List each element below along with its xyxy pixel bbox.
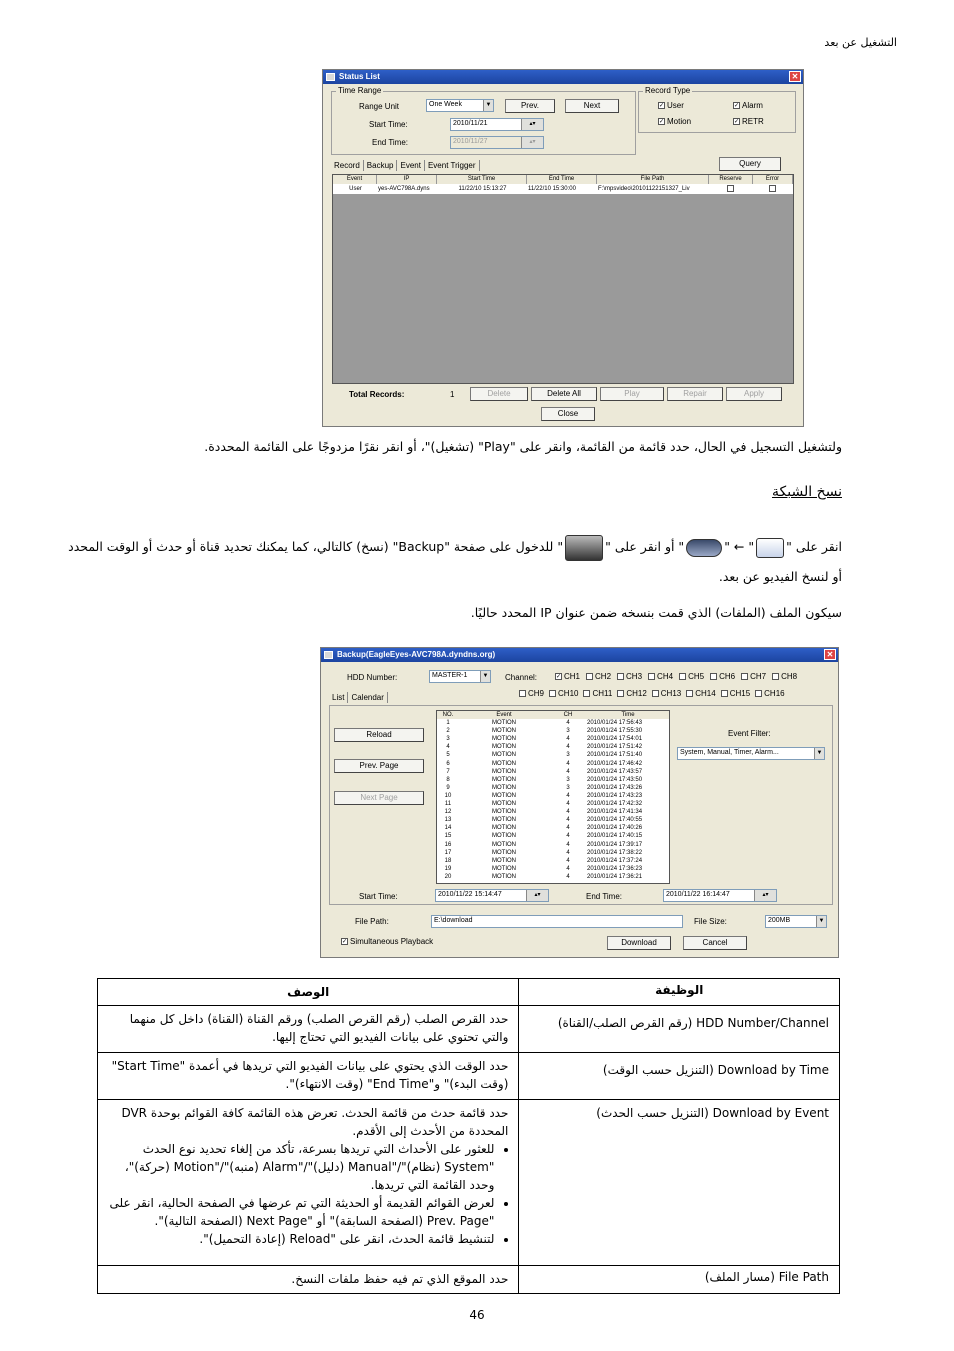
list-item[interactable] [437,784,669,792]
table-row [98,1006,840,1053]
file-size-select[interactable] [765,915,827,928]
event-cell-time: 2010/01/24 17:40:55 [587,817,643,824]
event-cell-ch: 4 [566,760,570,767]
section-title: نسخ الشبكة [772,484,842,500]
check-icon: ✓ [556,674,562,681]
range-unit-select[interactable] [426,99,494,112]
close-icon[interactable]: ✕ [789,71,801,82]
col-event: Event [496,712,512,718]
list-item[interactable] [437,808,669,816]
event-cell-time: 2010/01/24 17:55:30 [587,728,643,735]
event-cell-ch: 4 [566,873,570,880]
status-tabs [331,161,480,170]
channel-label: CH1 [564,672,581,681]
row-start: 11/22/10 15:13:27 [458,186,507,192]
event-list-header [437,711,669,719]
event-cell-ch: 4 [566,865,570,872]
channel-checkbox-7[interactable] [741,672,766,681]
check-icon: ✓ [734,103,740,110]
event-cell-time: 2010/01/24 17:43:57 [587,768,643,775]
channel-label: CH13 [660,689,682,698]
row-function: HDD Number/Channel (رقم القرص الصلب/القناة) [519,1006,840,1053]
list-item[interactable] [437,776,669,784]
checkbox-box [617,690,624,697]
event-cell-no: 17 [444,849,452,856]
query-button[interactable]: Query [719,157,781,171]
window-app-icon [324,651,333,659]
checkbox-box [721,690,728,697]
event-filter-value: System, Manual, Timer, Alarm... [680,749,779,756]
tab-event-trigger[interactable]: Event Trigger [425,160,480,171]
event-list [436,710,670,884]
event-cell-ch: 4 [566,736,570,743]
check-icon: ✓ [659,103,665,110]
event-filter-select[interactable] [677,747,825,760]
end-time-field[interactable] [663,889,777,902]
record-list-header [333,175,793,184]
channel-label: CH3 [626,672,643,681]
prev-button[interactable]: Prev. [505,99,555,113]
channel-checkbox-10[interactable] [549,689,578,698]
col-ch: CH [563,712,573,718]
event-cell-no: 19 [444,865,452,872]
event-cell-no: 18 [444,857,452,864]
event-cell-no: 4 [446,744,450,751]
bullet-item: • لعرض القوائم القديمة أو الحديثة التي تم عرضها في الصفحة الحالية، انقر على "Prev. Page (الصفحة السابقة)" أو "Next Page (الصفحة التالية)". [108,1194,494,1230]
list-item[interactable] [437,719,669,727]
hdd-number-select[interactable] [429,670,491,683]
row-end: 11/22/10 15:30:00 [528,186,576,192]
type-motion-label: Motion [667,117,692,126]
event-cell-event: MOTION [492,849,516,856]
para2-d: " للدخول على صفحة "Backup" (نسخ) كالتالي، كما يمكنك تحديد قناة أو حدث أو الوقت المحدد أو لنسخ الفيديو عن بعد. [68,539,842,584]
event-cell-time: 2010/01/24 17:46:42 [587,760,643,767]
list-item[interactable] [437,800,669,808]
time-range-label: Time Range [338,86,382,95]
event-cell-time: 2010/01/24 17:40:26 [587,825,643,832]
status-list-title: Status List [339,72,380,81]
page-header: التشغيل عن بعد [824,36,897,49]
checkbox-box [755,690,762,697]
event-cell-event: MOTION [492,792,516,799]
total-records-label: Total Records: [349,390,405,399]
channel-label: CH4 [657,672,674,681]
table-header-row [98,979,840,1006]
event-cell-no: 1 [446,720,450,727]
event-cell-ch: 3 [566,784,570,791]
col-time: Time [621,712,635,718]
event-cell-ch: 4 [566,825,570,832]
event-cell-event: MOTION [492,817,516,824]
remote-config-icon [756,538,784,558]
event-cell-time: 2010/01/24 17:40:15 [587,833,643,840]
channel-checkbox-14[interactable] [686,689,715,698]
event-cell-time: 2010/01/24 17:56:43 [587,720,643,727]
channel-label: CH6 [719,672,736,681]
event-cell-time: 2010/01/24 17:42:32 [587,801,643,808]
function-table [97,978,840,1294]
checkbox-box [583,690,590,697]
table-row [98,1266,840,1294]
channel-label: CH16 [764,689,785,698]
end-time-field [450,136,544,149]
file-size-value: 200MB [768,917,791,924]
channel-label: CH12 [626,689,647,698]
tab-calendar[interactable]: Calendar [348,692,387,703]
event-cell-no: 2 [446,728,450,735]
event-cell-time: 2010/01/24 17:51:40 [587,752,643,759]
header-description: الوصف [98,979,519,1006]
record-type-group [638,86,796,133]
time-range-group [331,86,636,155]
event-cell-no: 14 [444,825,452,832]
col-reserve: Reserve [709,175,753,184]
event-cell-event: MOTION [492,873,516,880]
end-time-label: End Time: [372,138,409,147]
status-list-window [322,69,804,427]
event-cell-time: 2010/01/24 17:39:17 [587,841,643,848]
checkbox-box [686,690,693,697]
channel-label: CH15 [729,689,751,698]
channel-label: CH10 [558,689,579,698]
table-row [98,1053,840,1100]
row-description [98,1100,519,1266]
checkbox-box [519,690,526,697]
apply-button[interactable]: Apply [726,387,782,401]
backup-icon [686,539,722,557]
checkbox-box [772,673,779,680]
row-path: F:\mpsvideo\20101122151327_Liv [598,186,690,192]
reserve-checkbox[interactable] [709,184,753,194]
event-cell-time: 2010/01/24 17:51:42 [587,744,643,751]
start-time-value: 2010/11/21 [453,120,488,127]
download-button[interactable]: Download [607,936,671,950]
spinner-icon: ▴▾ [521,137,543,148]
table-row[interactable] [333,184,793,194]
delete-button[interactable]: Delete [470,387,528,401]
backup-window [320,647,839,958]
list-item[interactable] [437,735,669,743]
row-bullets [108,1140,508,1248]
event-cell-no: 7 [446,768,450,775]
event-cell-no: 8 [446,776,450,783]
row-description: حدد القرص الصلب (رقم القرص الصلب) ورقم القناة (القناة) داخل كل منهما والتي تحتوي على بيانات الفيديو التي تحتاج إليها. [98,1006,519,1053]
checkbox-box [679,673,686,680]
file-size-label: File Size: [694,917,727,926]
event-cell-event: MOTION [492,760,516,767]
event-cell-event: MOTION [492,801,516,808]
checkbox-box [586,673,593,680]
list-item[interactable] [437,760,669,768]
event-cell-ch: 4 [566,801,570,808]
list-item[interactable] [437,824,669,832]
channel-label: CH5 [688,672,705,681]
list-item[interactable] [437,841,669,849]
channel-checkbox-8[interactable] [772,672,797,681]
event-cell-time: 2010/01/24 17:43:50 [587,776,643,783]
channel-checkbox-1[interactable] [555,672,580,681]
para2-c: " أو انقر على " [605,539,685,554]
event-cell-no: 15 [444,833,452,840]
event-cell-ch: 3 [566,728,570,735]
event-cell-time: 2010/01/24 17:43:26 [587,784,643,791]
event-cell-ch: 3 [566,752,570,759]
simultaneous-playback-checkbox[interactable] [341,937,433,946]
type-retr-label: RETR [742,117,764,126]
checkbox-box [648,673,655,680]
prev-page-button[interactable]: Prev. Page [334,759,424,773]
tab-record[interactable]: Record [331,160,364,171]
row-event: User [349,186,362,192]
chevron-down-icon: ▼ [814,748,824,759]
bullet-item: • لتنشيط قائمة الحدث، انقر على "Reload (إعادة التحميل)". [108,1230,494,1248]
start-time-field[interactable] [450,118,544,131]
backup-title: Backup(EagleEyes-AVC798A.dyndns.org) [337,650,496,659]
channel-checkbox-6[interactable] [710,672,735,681]
col-file-path: File Path [597,175,709,184]
chevron-down-icon: ▼ [480,671,490,682]
type-retr-checkbox[interactable] [733,117,764,126]
event-cell-no: 12 [444,809,452,816]
event-cell-no: 10 [444,792,452,799]
event-cell-time: 2010/01/24 17:37:24 [587,857,643,864]
event-cell-time: 2010/01/24 17:54:01 [587,736,643,743]
event-cell-ch: 4 [566,809,570,816]
event-cell-no: 16 [444,841,452,848]
channel-checkbox-3[interactable] [617,672,642,681]
type-alarm-label: Alarm [742,101,763,110]
page-number: 46 [469,1308,485,1322]
event-cell-event: MOTION [492,744,516,751]
list-item[interactable] [437,816,669,824]
row-function: Download by Time (التنزيل حسب الوقت) [519,1053,840,1100]
list-item[interactable] [437,857,669,865]
play-button[interactable]: Play [600,387,664,401]
col-ip: IP [377,175,437,184]
record-list [332,174,794,384]
tab-event[interactable]: Event [397,160,424,171]
event-cell-event: MOTION [492,809,516,816]
checkbox-box [617,673,624,680]
chevron-down-icon: ▼ [483,100,493,111]
event-cell-event: MOTION [492,776,516,783]
next-page-button[interactable]: Next Page [334,791,424,805]
end-time-value: 2010/11/27 [453,138,488,145]
channel-checkbox-9[interactable] [519,689,544,698]
event-rows [437,719,669,881]
channel-label: CH14 [695,689,716,698]
dvr-backup-icon [565,535,603,561]
simultaneous-playback-label: Simultaneous Playback [350,937,434,946]
checkbox-box [652,690,659,697]
total-records-value: 1 [450,390,455,399]
row-function: File Path (مسار الملف) [519,1266,840,1294]
error-checkbox[interactable] [753,184,793,194]
col-start-time: Start Time [437,175,527,184]
channel-label: Channel: [505,673,538,682]
channel-checkbox-12[interactable] [617,689,646,698]
paragraph-play: ولتشغيل التسجيل في الحال، حدد قائمة من القائمة، وانقر على "Play" (تشغيل)"، أو انقر نقرًا مزدوجًا على القائمة المحددة. [204,439,842,454]
event-cell-no: 11 [444,801,452,808]
channel-row-2 [519,689,835,698]
event-cell-ch: 4 [566,849,570,856]
list-item[interactable] [437,727,669,735]
hdd-number-value: MASTER-1 [432,672,468,679]
tab-list[interactable]: List [329,692,348,703]
row-description: حدد الموقع الذي تم فيه حفظ ملفات النسخ. [98,1266,519,1294]
col-no: NO. [442,712,454,718]
channel-row-1 [555,672,835,681]
event-cell-no: 3 [446,736,450,743]
range-unit-value: One Week [429,101,462,108]
event-cell-ch: 4 [566,817,570,824]
event-cell-ch: 4 [566,744,570,751]
end-time-label: End Time: [586,892,623,901]
check-icon: ✓ [342,939,348,946]
event-cell-ch: 4 [566,833,570,840]
col-end-time: End Time [527,175,597,184]
list-item[interactable] [437,832,669,840]
event-cell-time: 2010/01/24 17:41:34 [587,809,643,816]
channel-label: CH9 [528,689,545,698]
start-time-field[interactable] [435,889,549,902]
checkbox-box [710,673,717,680]
next-button[interactable]: Next [565,99,619,113]
type-user-label: User [667,101,684,110]
event-cell-event: MOTION [492,865,516,872]
range-unit-label: Range Unit [359,102,400,111]
hdd-number-label: HDD Number: [347,673,398,682]
table-row [98,1100,840,1266]
event-cell-event: MOTION [492,784,516,791]
delete-all-button[interactable]: Delete All [531,387,597,401]
check-icon: ✓ [659,119,665,126]
row-function: Download by Event (التنزيل حسب الحدث) [519,1100,840,1266]
start-time-value: 2010/11/22 15:14:47 [438,891,502,898]
bullet-item: • للعثور على الأحداث التي تريدها بسرعة، تأكد من إلغاء تحديد نوع الحدث "System (نظام)"/"Manual (دليل)"/"Alarm (منبه)"/"Motion (حركة)"، وحدد القائمة التي تريدها. [108,1140,494,1194]
header-function: الوظيفة [519,979,840,1006]
check-icon: ✓ [734,119,740,126]
event-cell-event: MOTION [492,833,516,840]
row-ip: yes-AVC798A.dyns [378,186,430,192]
event-cell-event: MOTION [492,825,516,832]
file-path-input[interactable]: E:\download [431,915,683,928]
event-cell-time: 2010/01/24 17:38:22 [587,849,643,856]
record-type-label: Record Type [645,86,691,95]
type-alarm-checkbox[interactable] [733,101,763,110]
close-button[interactable]: Close [541,407,595,421]
paragraph-file-location: سيكون الملف (الملفات) الذي قمت بنسخه ضمن عنوان IP المحدد حاليًا. [470,605,842,620]
checkbox-box [549,690,556,697]
tab-backup[interactable]: Backup [364,160,398,171]
event-cell-event: MOTION [492,720,516,727]
event-cell-event: MOTION [492,728,516,735]
end-time-value: 2010/11/22 16:14:47 [666,891,730,898]
event-cell-time: 2010/01/24 17:36:21 [587,873,643,880]
list-item[interactable] [437,865,669,873]
list-item[interactable] [437,792,669,800]
chevron-down-icon: ▼ [816,916,826,927]
channel-checkbox-4[interactable] [648,672,673,681]
start-time-label: Start Time: [359,892,398,901]
col-event: Event [333,175,377,184]
cancel-button[interactable]: Cancel [683,936,747,950]
file-path-label: File Path: [355,917,389,926]
start-time-label: Start Time: [369,120,408,129]
col-error: Error [753,175,793,184]
repair-button[interactable]: Repair [667,387,723,401]
event-cell-ch: 4 [566,720,570,727]
event-cell-no: 9 [446,784,450,791]
type-motion-checkbox[interactable] [658,117,691,126]
channel-checkbox-5[interactable] [679,672,704,681]
status-list-titlebar [323,70,803,84]
event-cell-event: MOTION [492,736,516,743]
channel-label: CH8 [781,672,798,681]
backup-titlebar [321,648,838,662]
spinner-icon[interactable]: ▴▾ [526,890,548,901]
window-app-icon [326,73,335,81]
channel-checkbox-11[interactable] [583,689,612,698]
event-cell-ch: 3 [566,776,570,783]
channel-checkbox-15[interactable] [721,689,750,698]
channel-label: CH7 [750,672,767,681]
para2-b: " ← " [724,539,755,554]
event-filter-label: Event Filter: [728,729,771,738]
event-cell-event: MOTION [492,841,516,848]
list-item[interactable] [437,768,669,776]
event-cell-time: 2010/01/24 17:43:23 [587,792,643,799]
list-item[interactable] [437,873,669,881]
checkbox-box [741,673,748,680]
backup-tabs [329,693,388,702]
close-icon[interactable]: ✕ [824,649,836,660]
event-cell-no: 20 [444,873,452,880]
event-cell-ch: 4 [566,768,570,775]
channel-label: CH2 [595,672,612,681]
spinner-icon[interactable]: ▴▾ [521,119,543,130]
event-cell-event: MOTION [492,857,516,864]
event-cell-no: 13 [444,817,452,824]
channel-checkbox-16[interactable] [755,689,784,698]
reload-button[interactable]: Reload [334,728,424,742]
list-item[interactable] [437,849,669,857]
row-description: حدد الوقت الذي يحتوي على بيانات الفيديو التي تريدها في أعمدة "Start Time" (وقت البدء)" و"End Time" (وقت الانتهاء)". [98,1053,519,1100]
list-item[interactable] [437,743,669,751]
spinner-icon[interactable]: ▴▾ [754,890,776,901]
paragraph-backup [56,532,842,592]
event-cell-ch: 4 [566,841,570,848]
channel-label: CH11 [592,689,613,698]
list-item[interactable] [437,751,669,759]
event-cell-event: MOTION [492,768,516,775]
event-cell-ch: 4 [566,857,570,864]
event-cell-no: 6 [446,760,450,767]
type-user-checkbox[interactable] [658,101,684,110]
event-cell-no: 5 [446,752,450,759]
para2-a: انقر على " [786,539,842,554]
event-cell-event: MOTION [492,752,516,759]
event-cell-ch: 4 [566,792,570,799]
channel-checkbox-13[interactable] [652,689,681,698]
event-cell-time: 2010/01/24 17:36:23 [587,865,643,872]
row-description-text: حدد قائمة حدث من قائمة الحدث. تعرض هذه القائمة كافة القوائم بوحدة DVR المحددة من الأحدث إلى الأقدم. [121,1106,509,1138]
channel-checkbox-2[interactable] [586,672,611,681]
